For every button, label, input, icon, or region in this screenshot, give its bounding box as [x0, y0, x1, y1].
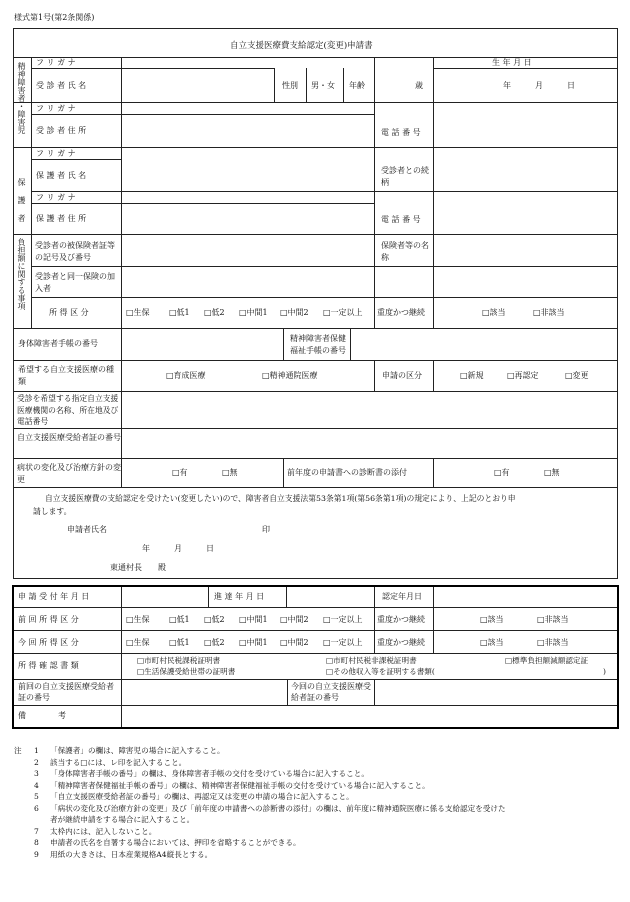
prev-continuation-no[interactable]: □非該当: [537, 615, 569, 624]
progress-date-label: 進 達 年 月 日: [214, 592, 265, 601]
guardian-furigana-label: フ リ ガ ナ: [36, 149, 76, 158]
age-unit: 歳: [415, 81, 423, 90]
application-type-opt-3[interactable]: □変更: [565, 371, 589, 380]
application-type-opt-1[interactable]: □新規: [460, 371, 484, 380]
curr-income-opt-1[interactable]: □生保: [126, 638, 150, 647]
prev-continuation-label: 重度かつ継続: [377, 615, 425, 624]
form-number: 様式第1号(第2条関係): [14, 13, 95, 22]
curr-income-label: 今 回 所 得 区 分: [18, 638, 79, 647]
prev-income-opt-6[interactable]: □一定以上: [323, 615, 363, 624]
note-item: 4 「精神障害者保健福祉手帳の番号」の欄は、精神障害者保健福祉手帳の交付を受けている場合に記入すること。: [34, 780, 430, 790]
doc-opt-5-close: ): [603, 667, 606, 676]
seal-mark: 印: [262, 525, 270, 534]
income-docs-label: 所 得 確 認 書 類: [18, 661, 79, 670]
desired-type-label: 希望する自立支援医療の種類: [18, 365, 114, 386]
note-item: 8 申請者の氏名を自署する場合においては、押印を省略することができる。: [34, 838, 301, 847]
note-item: 5 「自立支援医療受給者証の番号」の欄は、再認定又は変更の申請の場合に記入すること。: [34, 792, 354, 801]
doc-opt-5[interactable]: □その他収入等を証明する書類(: [326, 667, 435, 676]
curr-continuation-no[interactable]: □非該当: [537, 638, 569, 647]
diagnosis-no[interactable]: □無: [544, 468, 560, 477]
diagnosis-label: 前年度の申請書への診断書の添付: [287, 468, 407, 477]
income-opt-2[interactable]: □低1: [169, 308, 190, 317]
remarks-label: 備 考: [18, 711, 66, 720]
continuation-no[interactable]: □非該当: [533, 308, 565, 317]
curr-income-opt-3[interactable]: □低2: [204, 638, 225, 647]
birth-date-value[interactable]: 年 月 日: [503, 81, 575, 90]
sex-options[interactable]: 男・女: [311, 81, 335, 90]
curr-income-opt-4[interactable]: □中間1: [239, 638, 268, 647]
desired-type-opt-1[interactable]: □育成医療: [166, 371, 206, 380]
change-no[interactable]: □無: [222, 468, 238, 477]
income-opt-5[interactable]: □中間2: [280, 308, 309, 317]
mental-book-label: 精神障害者保健福祉手帳の番号: [290, 334, 346, 355]
birth-date-header: 生 年 月 日: [492, 58, 532, 67]
note-item: 7 太枠内には、記入しないこと。: [34, 826, 157, 836]
prev-income-label: 前 回 所 得 区 分: [18, 615, 79, 624]
income-opt-6[interactable]: □一定以上: [323, 308, 363, 317]
guardian-section-label: 保護者: [17, 178, 26, 232]
approval-date-label: 認定年月日: [382, 592, 422, 601]
note-item: 6 「病状の変化及び治療方針の変更」及び「前年度の申請書への診断書の添付」の欄は、前年度に精神通院医療に係る支給認定を受けた: [34, 803, 506, 813]
prev-income-opt-2[interactable]: □低1: [169, 615, 190, 624]
income-opt-1[interactable]: □生保: [126, 308, 150, 317]
insured-number-label: 受診者の被保険者証等の記号及び番号: [35, 241, 115, 262]
prev-income-opt-3[interactable]: □低2: [204, 615, 225, 624]
insurer-name-label: 保険者等の名称: [381, 241, 429, 262]
recipient-number-label: 自立支援医療受給者証の番号: [17, 433, 121, 442]
guardian-address-label: 保 護 者 住 所: [36, 214, 87, 223]
receipt-date-label: 申 請 受 付 年 月 日: [18, 592, 90, 601]
application-type-opt-2[interactable]: □再認定: [507, 371, 539, 380]
desired-type-opt-2[interactable]: □精神通院医療: [262, 371, 318, 380]
doc-opt-3[interactable]: □標準負担額減額認定証: [505, 656, 589, 665]
patient-address-label: 受 診 者 住 所: [36, 126, 87, 135]
doc-opt-4[interactable]: □生活保護受給世帯の証明書: [137, 667, 236, 676]
current-number-label: 今回の自立支援医療受給者証の番号: [291, 682, 371, 702]
patient-phone-label: 電 話 番 号: [381, 128, 421, 137]
notes-heading: 注: [14, 746, 22, 755]
patient-furigana-label: フ リ ガ ナ: [36, 58, 76, 67]
guardian-relation-label: 受診者との続柄: [381, 166, 429, 187]
continuation-label: 重度かつ継続: [377, 308, 425, 317]
note-item: 者が継続申請をする場合に記入すること。: [50, 815, 195, 824]
income-opt-3[interactable]: □低2: [204, 308, 225, 317]
patient-section-label: 精神障害者・障害児: [17, 62, 26, 134]
curr-income-opt-2[interactable]: □低1: [169, 638, 190, 647]
age-label: 年齢: [349, 81, 365, 90]
declaration-line-1: 自立支援医療費の支給認定を受けたい(変更したい)ので、障害者自立支援法第53条第1項(第56条第1項)の規定により、上記のとおり申: [45, 494, 516, 503]
guardian-phone-label: 電 話 番 号: [381, 215, 421, 224]
form-title: 自立支援医療費支給認定(変更)申請書: [230, 41, 373, 51]
note-item: 3 「身体障害者手帳の番号」の欄は、身体障害者手帳の交付を受けている場合に記入すること。: [34, 769, 369, 778]
same-insurance-label: 受診者と同一保険の加入者: [35, 272, 115, 293]
notes-list: [14, 745, 624, 860]
note-item: 9 用紙の大きさは、日本産業規格A4縦長とする。: [34, 849, 213, 859]
guardian-name-label: 保 護 者 氏 名: [36, 171, 87, 180]
prev-number-label: 前回の自立支援医療受給者証の番号: [18, 682, 114, 702]
income-class-label: 所 得 区 分: [49, 308, 89, 317]
prev-income-opt-4[interactable]: □中間1: [239, 615, 268, 624]
patient-address-furigana-label: フ リ ガ ナ: [36, 104, 76, 113]
burden-section-label: 負担額に関する事項: [17, 238, 26, 310]
continuation-yes[interactable]: □該当: [482, 308, 506, 317]
note-item: 2 該当する□には、レ印を記入すること。: [34, 757, 187, 767]
diagnosis-yes[interactable]: □有: [494, 468, 510, 477]
prev-continuation-yes[interactable]: □該当: [480, 615, 504, 624]
note-item: 1 「保護者」の欄は、障害児の場合に記入すること。: [34, 746, 225, 755]
change-label: 病状の変化及び治療方針の変更: [17, 463, 121, 484]
curr-income-opt-5[interactable]: □中間2: [280, 638, 309, 647]
curr-continuation-yes[interactable]: □該当: [480, 638, 504, 647]
doc-opt-2[interactable]: □市町村民税非課税証明書: [326, 656, 417, 665]
prev-income-opt-5[interactable]: □中間2: [280, 615, 309, 624]
patient-name-label: 受 診 者 氏 名: [36, 81, 87, 90]
prev-income-opt-1[interactable]: □生保: [126, 615, 150, 624]
facility-label: 受診を希望する指定自立支援医療機関の名称、所在地及び電話番号: [17, 394, 119, 426]
change-yes[interactable]: □有: [172, 468, 188, 477]
addressee: 東通村長 殿: [110, 563, 166, 572]
curr-continuation-label: 重度かつ継続: [377, 638, 425, 647]
sex-label: 性別: [282, 81, 298, 90]
doc-opt-1[interactable]: □市町村民税課税証明書: [137, 656, 221, 665]
application-type-label: 申請の区分: [382, 371, 422, 380]
application-date[interactable]: 年 月 日: [142, 544, 214, 553]
disability-book-label: 身体障害者手帳の番号: [18, 339, 98, 348]
guardian-address-furigana-label: フ リ ガ ナ: [36, 193, 76, 202]
applicant-name-label: 申請者氏名: [67, 525, 107, 534]
curr-income-opt-6[interactable]: □一定以上: [323, 638, 363, 647]
declaration-line-2: 請します。: [33, 507, 72, 516]
income-opt-4[interactable]: □中間1: [239, 308, 268, 317]
